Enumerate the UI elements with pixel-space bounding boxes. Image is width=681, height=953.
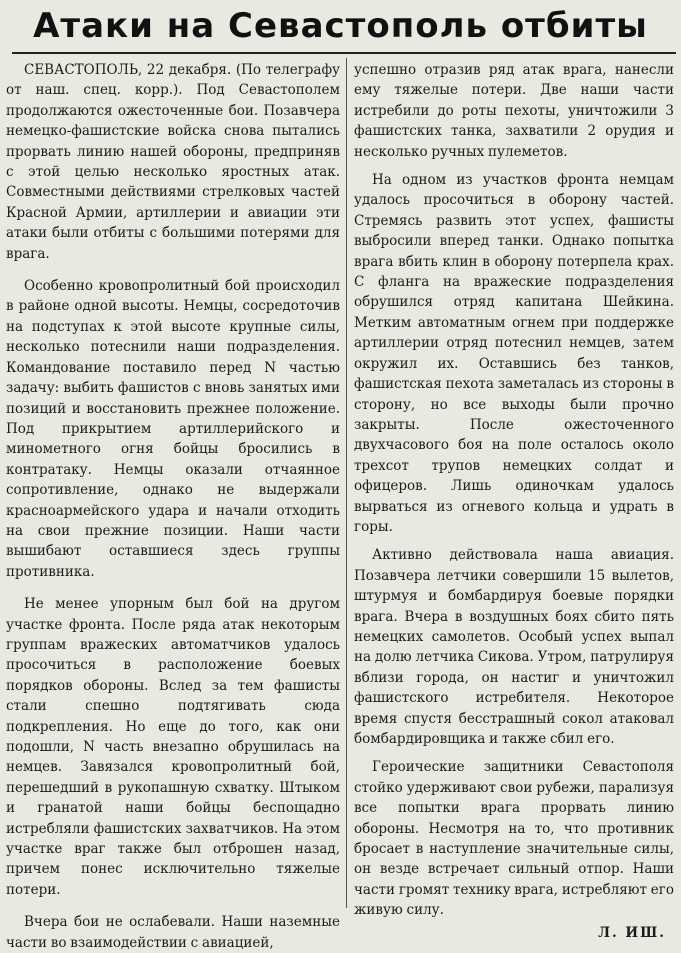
right-column — [354, 60, 674, 943]
article-paragraph: Вчера бои не ослабевали. Наши наземные части во взаимодействии с авиацией, — [6, 914, 340, 951]
article-paragraph: Героические защитники Севастополя стойко удерживают свои рубежи, парализуя все попытки врага прорвать линию обороны. Несмотря на то, что противник бросает в наступление значительные силы, он везде встречает сильный отпор. Наши части громят технику врага, истребляют его живую силу. — [354, 759, 674, 919]
author-signature: Л. ИШ. — [598, 924, 666, 941]
column-divider — [346, 58, 347, 908]
article-paragraph: Особенно кровопролитный бой происходил в районе одной высоты. Немцы, сосредоточив на подступах к этой высоте крупные силы, несколько потеснили наши подразделения. Командование поставило перед N частью задачу: выбить фашистов с вновь занятых ими позиций и восстановить прежнее положение. Под прикрытием артиллерийского и минометного огня бойцы бросились в контратаку. Немцы оказали отчаянное сопротивление, однако не выдержали красноармейского удара и начали отходить на свои прежние позиции. Наши части вышибают оставшиеся здесь группы противника. — [6, 278, 340, 580]
headline-rule — [12, 52, 676, 54]
left-column — [6, 60, 340, 953]
article-paragraph: Не менее упорным был бой на другом участке фронта. После ряда атак некоторым группам вражеских автоматчиков удалось просочиться в расположение боевых порядков обороны. Вслед за тем фашисты стали спешно подтягивать сюда подкрепления. Но еще до того, как они подошли, N часть внезапно обрушилась на немцев. Завязался кровопролитный бой, перешедший в рукопашную схватку. Штыком и гранатой наши бойцы беспощадно истребляли фашистских захватчиков. На этом участке враг также был отброшен назад, причем понес исключительно тяжелые потери. — [6, 596, 340, 898]
article-headline: Атаки на Севастополь отбиты — [33, 6, 648, 46]
article-paragraph: Активно действовала наша авиация. Позавчера летчики совершили 15 вылетов, штурмуя и бомбардируя боевые порядки врага. Вчера в воздушных боях сбито пять немецких самолетов. Особый успех выпал на долю летчика Сикова. Утром, патрулируя вблизи города, он настиг и уничтожил фашистского истребителя. Некоторое время спустя бесстрашный сокол атаковал бомбардировщика и также сбил его. — [354, 547, 674, 747]
article-paragraph: На одном из участков фронта немцам удалось просочиться в оборону частей. Стремясь развить этот успех, фашисты выбросили вперед танки. Однако попытка врага вбить клин в оборону потерпела крах. С фланга на вражеские подразделения обрушился отряд капитана Шейкина. Метким автоматным огнем при поддержке артиллерии отряд потеснил немцев, затем окружил их. Оставшись без танков, фашистская пехота заметалась из стороны в сторону, но все выходы были прочно закрыты. После ожесточенного двухчасового боя на поле осталось около трехсот трупов немецких солдат и офицеров. Лишь одиночкам удалось вырваться из огневого кольца и удрать в горы. — [354, 172, 674, 535]
article-paragraph: успешно отразив ряд атак врага, нанесли ему тяжелые потери. Две наши части истребили до роты пехоты, уничтожили 3 фашистских танка, захватили 2 орудия и несколько ручных пулеметов. — [354, 62, 674, 160]
article-paragraph: СЕВАСТОПОЛЬ, 22 декабря. (По телеграфу от наш. спец. корр.). Под Севастополем продолжаются ожесточенные бои. Позавчера немецко-фашистские войска снова пытались прорвать линию нашей обороны, предприняв с этой целью несколько яростных атак. Совместными действиями стрелковых частей Красной Армии, артиллерии и авиации эти атаки были отбиты с большими потерями для врага. — [6, 62, 340, 262]
